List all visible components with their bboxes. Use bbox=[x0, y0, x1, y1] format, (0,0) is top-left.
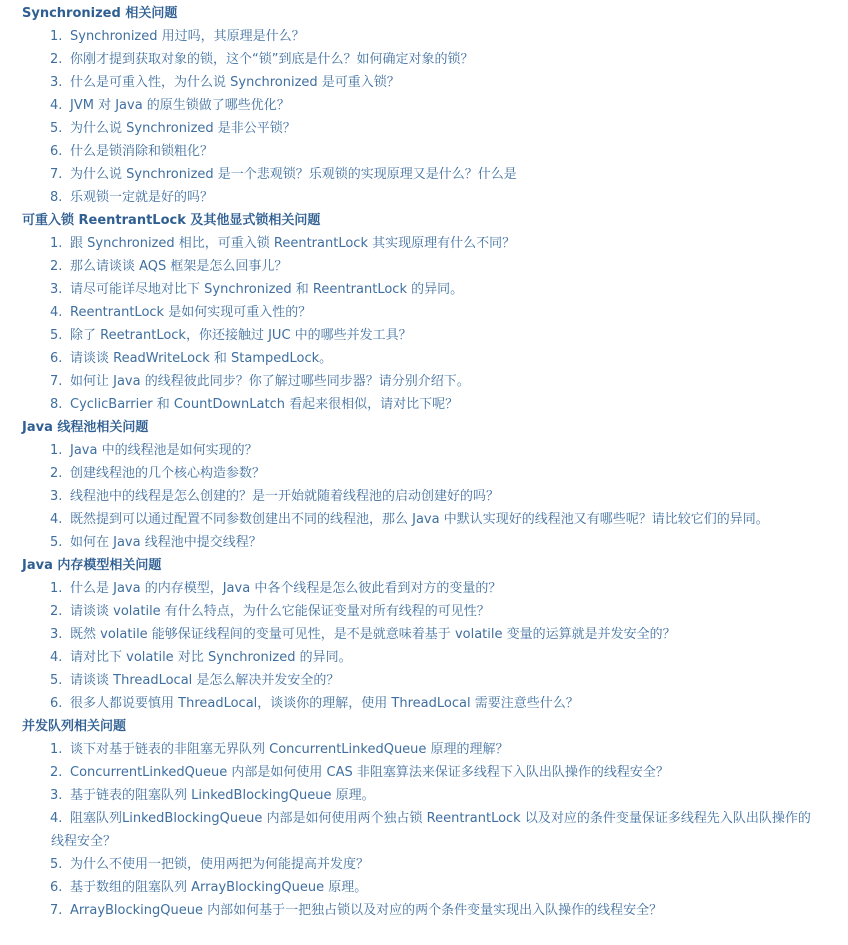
question-number: 6. bbox=[50, 144, 63, 159]
question-number: 7. bbox=[50, 903, 63, 918]
question-number: 2. bbox=[50, 466, 63, 481]
question-item bbox=[0, 462, 848, 485]
question-number: 4. bbox=[50, 305, 63, 320]
question-text: CyclicBarrier 和 CountDownLatch 看起来很相似，请对比下呢？ bbox=[70, 397, 459, 412]
question-item bbox=[0, 531, 848, 554]
question-text: 请谈谈 ReadWriteLock 和 StampedLock。 bbox=[70, 351, 333, 366]
question-item bbox=[0, 508, 848, 531]
question-item bbox=[0, 255, 848, 278]
question-item bbox=[0, 738, 848, 761]
question-text: 既然提到可以通过配置不同参数创建出不同的线程池，那么 Java 中默认实现好的线程池又有哪些呢？请比较它们的异同。 bbox=[70, 512, 769, 527]
question-number: 4. bbox=[50, 650, 63, 665]
question-number: 1. bbox=[50, 236, 63, 251]
question-text: 那么请谈谈 AQS 框架是怎么回事儿？ bbox=[70, 259, 288, 274]
question-item bbox=[0, 692, 848, 715]
question-text: 如何让 Java 的线程彼此同步？你了解过哪些同步器？请分别介绍下。 bbox=[70, 374, 470, 389]
question-section bbox=[0, 209, 848, 416]
question-text: 谈下对基于链表的非阻塞无界队列 ConcurrentLinkedQueue 原理的理解？ bbox=[70, 742, 509, 757]
question-number: 3. bbox=[50, 788, 63, 803]
question-item bbox=[0, 485, 848, 508]
question-number: 2. bbox=[50, 765, 63, 780]
question-list bbox=[0, 738, 848, 922]
question-item bbox=[0, 232, 848, 255]
question-item bbox=[0, 25, 848, 48]
question-item bbox=[0, 600, 848, 623]
question-number: 7. bbox=[50, 374, 63, 389]
question-text: 请尽可能详尽地对比下 Synchronized 和 ReentrantLock 的异同。 bbox=[70, 282, 464, 297]
question-text: 很多人都说要慎用 ThreadLocal，谈谈你的理解，使用 ThreadLocal 需要注意些什么？ bbox=[70, 696, 579, 711]
question-item bbox=[0, 646, 848, 669]
question-number: 4. bbox=[50, 98, 63, 113]
question-number: 5. bbox=[50, 857, 63, 872]
question-text: 除了 ReetrantLock，你还接触过 JUC 中的哪些并发工具？ bbox=[70, 328, 412, 343]
question-item bbox=[0, 784, 848, 807]
question-list bbox=[0, 232, 848, 416]
question-text: 请谈谈 volatile 有什么特点，为什么它能保证变量对所有线程的可见性？ bbox=[70, 604, 490, 619]
question-number: 6. bbox=[50, 351, 63, 366]
question-item bbox=[0, 347, 848, 370]
question-number: 6. bbox=[50, 696, 63, 711]
question-text: Java 中的线程池是如何实现的？ bbox=[70, 443, 258, 458]
question-number: 1. bbox=[50, 581, 63, 596]
question-text: 基于链表的阻塞队列 LinkedBlockingQueue 原理。 bbox=[70, 788, 375, 803]
question-text: 乐观锁一定就是好的吗？ bbox=[70, 190, 214, 205]
question-item bbox=[0, 163, 848, 186]
question-item bbox=[0, 853, 848, 876]
question-item bbox=[0, 94, 848, 117]
question-number: 5. bbox=[50, 673, 63, 688]
question-list bbox=[0, 439, 848, 554]
section-heading: Java 内存模型相关问题 bbox=[22, 558, 162, 573]
section-heading: 并发队列相关问题 bbox=[22, 719, 127, 734]
question-item bbox=[0, 117, 848, 140]
question-text: 为什么说 Synchronized 是非公平锁？ bbox=[70, 121, 296, 136]
question-section bbox=[0, 416, 848, 554]
question-item bbox=[0, 48, 848, 71]
question-item bbox=[0, 761, 848, 784]
question-item bbox=[0, 439, 848, 462]
question-text: 什么是可重入性，为什么说 Synchronized 是可重入锁？ bbox=[70, 75, 400, 90]
question-text: 请谈谈 ThreadLocal 是怎么解决并发安全的？ bbox=[70, 673, 340, 688]
question-item bbox=[0, 876, 848, 899]
question-number: 4. bbox=[50, 811, 63, 826]
question-number: 5. bbox=[50, 535, 63, 550]
question-item bbox=[0, 278, 848, 301]
question-section bbox=[0, 715, 848, 922]
question-item bbox=[0, 370, 848, 393]
question-item bbox=[0, 393, 848, 416]
question-section bbox=[0, 554, 848, 715]
question-text: 阻塞队列LinkedBlockingQueue 内部是如何使用两个独占锁 ReentrantLock 以及对应的条件变量保证多线程先入队出队操作的线程安全？ bbox=[51, 811, 811, 849]
question-text: 为什么说 Synchronized 是一个悲观锁？乐观锁的实现原理又是什么？什么是 bbox=[70, 167, 517, 182]
question-number: 6. bbox=[50, 880, 63, 895]
question-list bbox=[0, 577, 848, 715]
question-number: 5. bbox=[50, 328, 63, 343]
section-heading: 可重入锁 ReentrantLock 及其他显式锁相关问题 bbox=[22, 213, 321, 228]
question-number: 2. bbox=[50, 604, 63, 619]
question-text: 什么是锁消除和锁粗化？ bbox=[70, 144, 214, 159]
question-text: 创建线程池的几个核心构造参数？ bbox=[70, 466, 266, 481]
question-number: 1. bbox=[50, 443, 63, 458]
question-text: 如何在 Java 线程池中提交线程？ bbox=[70, 535, 262, 550]
question-number: 7. bbox=[50, 167, 63, 182]
question-text: 既然 volatile 能够保证线程间的变量可见性，是不是就意味着基于 volatile 变量的运算就是并发安全的？ bbox=[70, 627, 676, 642]
question-number: 1. bbox=[50, 742, 63, 757]
question-number: 1. bbox=[50, 29, 63, 44]
question-item bbox=[0, 577, 848, 600]
question-number: 8. bbox=[50, 397, 63, 412]
question-item bbox=[0, 807, 848, 853]
question-number: 2. bbox=[50, 52, 63, 67]
question-number: 8. bbox=[50, 190, 63, 205]
question-text: 请对比下 volatile 对比 Synchronized 的异同。 bbox=[70, 650, 352, 665]
question-text: 线程池中的线程是怎么创建的？是一开始就随着线程池的启动创建好的吗？ bbox=[70, 489, 500, 504]
question-number: 3. bbox=[50, 489, 63, 504]
question-number: 5. bbox=[50, 121, 63, 136]
question-text: 跟 Synchronized 相比，可重入锁 ReentrantLock 其实现原理有什么不同？ bbox=[70, 236, 516, 251]
question-number: 3. bbox=[50, 75, 63, 90]
question-item bbox=[0, 899, 848, 922]
question-text: 为什么不使用一把锁，使用两把为何能提高并发度？ bbox=[70, 857, 370, 872]
question-number: 2. bbox=[50, 259, 63, 274]
section-heading: Synchronized 相关问题 bbox=[22, 6, 178, 21]
question-list bbox=[0, 25, 848, 209]
question-item bbox=[0, 324, 848, 347]
question-item bbox=[0, 140, 848, 163]
question-text: ReentrantLock 是如何实现可重入性的？ bbox=[70, 305, 312, 320]
question-text: 基于数组的阻塞队列 ArrayBlockingQueue 原理。 bbox=[70, 880, 368, 895]
question-item bbox=[0, 186, 848, 209]
question-number: 3. bbox=[50, 627, 63, 642]
question-text: 你刚才提到获取对象的锁，这个“锁”到底是什么？如何确定对象的锁？ bbox=[70, 52, 474, 67]
question-item bbox=[0, 669, 848, 692]
question-text: ConcurrentLinkedQueue 内部是如何使用 CAS 非阻塞算法来保证多线程下入队出队操作的线程安全？ bbox=[70, 765, 669, 780]
question-text: ArrayBlockingQueue 内部如何基于一把独占锁以及对应的两个条件变量实现出入队操作的线程安全？ bbox=[70, 903, 663, 918]
question-item bbox=[0, 301, 848, 324]
question-number: 3. bbox=[50, 282, 63, 297]
question-text: JVM 对 Java 的原生锁做了哪些优化？ bbox=[70, 98, 290, 113]
question-section bbox=[0, 2, 848, 209]
question-text: 什么是 Java 的内存模型，Java 中各个线程是怎么彼此看到对方的变量的？ bbox=[70, 581, 502, 596]
question-item bbox=[0, 71, 848, 94]
question-sections bbox=[0, 2, 848, 922]
section-heading: Java 线程池相关问题 bbox=[22, 420, 149, 435]
question-item bbox=[0, 623, 848, 646]
question-number: 4. bbox=[50, 512, 63, 527]
question-text: Synchronized 用过吗，其原理是什么？ bbox=[70, 29, 305, 44]
